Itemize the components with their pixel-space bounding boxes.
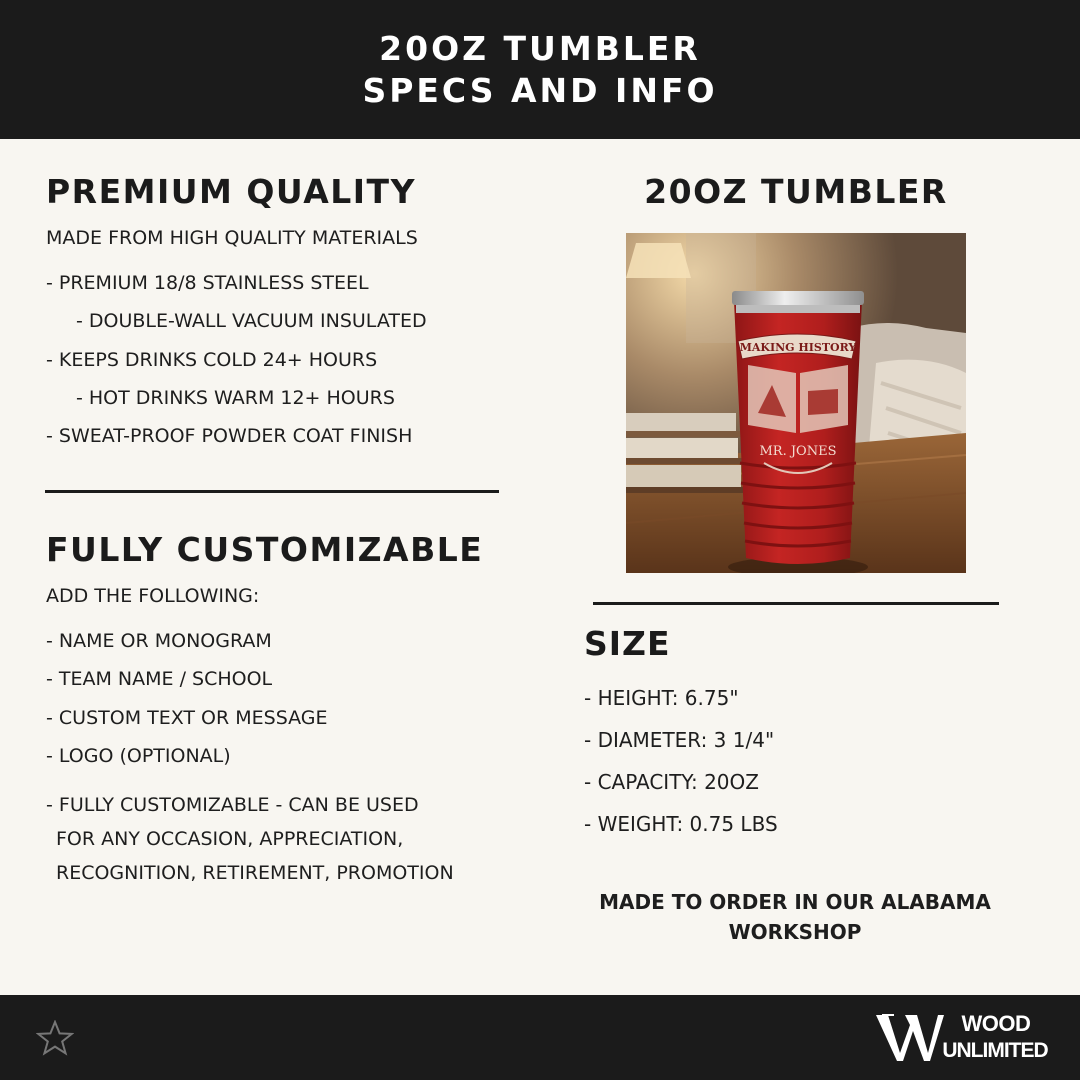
customizable-item: - LOGO (OPTIONAL): [46, 745, 231, 767]
product-title: 20OZ TUMBLER: [644, 172, 948, 211]
w-monogram-logo-icon: [874, 1011, 946, 1063]
customizable-subheading: ADD THE FOLLOWING:: [46, 585, 260, 607]
premium-quality-heading: PREMIUM QUALITY: [46, 172, 416, 211]
header-title-line2: SPECS AND INFO: [362, 71, 718, 110]
size-item-weight: - WEIGHT: 0.75 LBS: [584, 812, 778, 836]
customizable-item: - NAME OR MONOGRAM: [46, 630, 272, 652]
premium-quality-subheading: MADE FROM HIGH QUALITY MATERIALS: [46, 227, 418, 249]
customizable-item: - CUSTOM TEXT OR MESSAGE: [46, 707, 328, 729]
header-banner: [0, 0, 1080, 139]
brand-line1: WOOD: [961, 1011, 1031, 1036]
customizable-note-line: - FULLY CUSTOMIZABLE - CAN BE USED: [46, 794, 419, 816]
premium-item: - DOUBLE-WALL VACUUM INSULATED: [76, 310, 427, 332]
section-divider-right: [593, 602, 999, 605]
customizable-item: - TEAM NAME / SCHOOL: [46, 668, 273, 690]
engraving-name-text: MR. JONES: [759, 444, 837, 459]
size-item-diameter: - DIAMETER: 3 1/4": [584, 728, 775, 752]
header-title-line1: 20OZ TUMBLER: [379, 29, 701, 68]
engraving-banner-text: MAKING HISTORY: [739, 341, 857, 354]
premium-item: - HOT DRINKS WARM 12+ HOURS: [76, 387, 395, 409]
premium-item: - KEEPS DRINKS COLD 24+ HOURS: [46, 349, 378, 371]
size-heading: SIZE: [584, 624, 671, 663]
footer-bar: [0, 995, 1080, 1080]
section-divider-left: [45, 490, 499, 493]
size-item-capacity: - CAPACITY: 20OZ: [584, 770, 759, 794]
made-to-order-line1: MADE TO ORDER IN OUR ALABAMA: [599, 890, 991, 914]
made-to-order-line2: WORKSHOP: [728, 920, 862, 944]
customizable-note-line: FOR ANY OCCASION, APPRECIATION,: [56, 828, 404, 850]
premium-item: - SWEAT-PROOF POWDER COAT FINISH: [46, 425, 413, 447]
customizable-note-line: RECOGNITION, RETIREMENT, PROMOTION: [56, 862, 454, 884]
product-photo: [626, 233, 966, 573]
premium-item: - PREMIUM 18/8 STAINLESS STEEL: [46, 272, 369, 294]
brand-line2: UNLIMITED: [942, 1039, 1048, 1062]
fully-customizable-heading: FULLY CUSTOMIZABLE: [46, 530, 484, 569]
size-item-height: - HEIGHT: 6.75": [584, 686, 739, 710]
star-outline-icon: [36, 1020, 74, 1056]
